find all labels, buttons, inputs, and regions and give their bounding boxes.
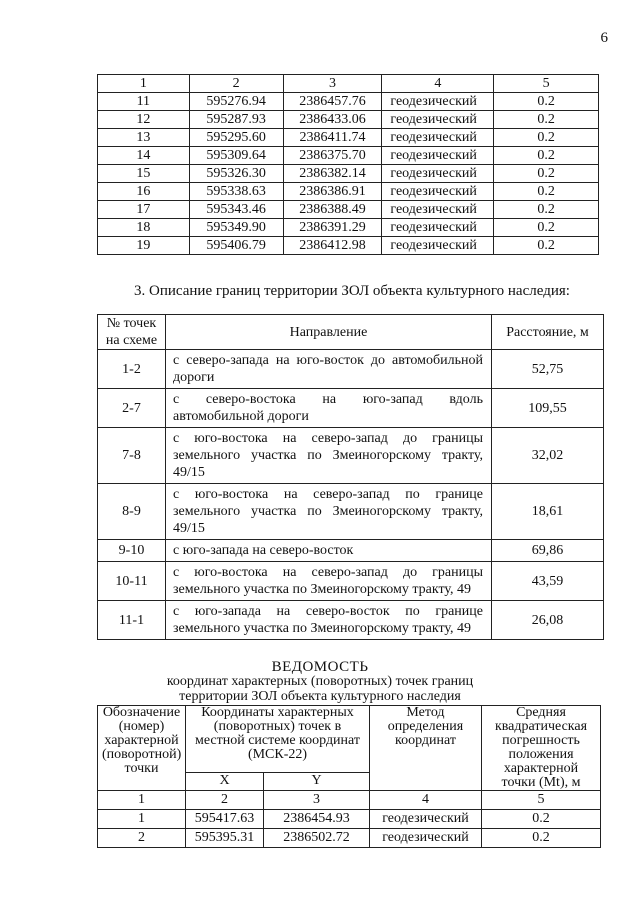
table-cell: 18: [98, 219, 190, 237]
table-row: [98, 237, 599, 255]
table-cell: геодезический: [382, 201, 494, 219]
table-cell: 12: [98, 111, 190, 129]
table-cell: геодезический: [382, 165, 494, 183]
x-header: X: [186, 772, 264, 790]
table-body: [98, 350, 604, 640]
table-cell: 0.2: [494, 147, 599, 165]
distance-header: Расстояние, м: [492, 315, 604, 350]
table-cell: 0.2: [494, 183, 599, 201]
table-cell: 17: [98, 201, 190, 219]
table-cell: 595349.90: [189, 219, 283, 237]
table-header-row: [98, 75, 599, 93]
table-row: [98, 810, 601, 829]
table-row: [98, 183, 599, 201]
table-cell: 595338.63: [189, 183, 283, 201]
table-cell: 15: [98, 165, 190, 183]
numbering-cell: 4: [370, 791, 482, 810]
header-cell: 1: [98, 75, 190, 93]
table-cell: 0.2: [494, 111, 599, 129]
table-cell: 595276.94: [189, 93, 283, 111]
table-cell: 0.2: [494, 201, 599, 219]
table-cell: 595395.31: [186, 829, 264, 848]
table-cell: 0.2: [494, 237, 599, 255]
numbering-cell: 3: [264, 791, 370, 810]
table-cell: 2386433.06: [283, 111, 382, 129]
table-cell: 595406.79: [189, 237, 283, 255]
y-header: Y: [264, 772, 370, 790]
coordinates-table-continued: [97, 74, 599, 255]
table-cell: 2386391.29: [283, 219, 382, 237]
table-row: [98, 350, 604, 389]
coordinates-statement-table: [97, 705, 601, 848]
distance-cell: 52,75: [492, 350, 604, 389]
table-cell: 11: [98, 93, 190, 111]
direction-cell: с юго-востока на северо-запад по границе земельного участка по Змеиногорскому тракту, 49/15: [166, 484, 492, 540]
header-cell: 5: [494, 75, 599, 93]
table-cell: 0.2: [494, 165, 599, 183]
table-cell: 595287.93: [189, 111, 283, 129]
table-row: [98, 829, 601, 848]
points-cell: 8-9: [98, 484, 166, 540]
distance-cell: 69,86: [492, 540, 604, 562]
table-row: [98, 540, 604, 562]
table-body: [98, 93, 599, 255]
table-cell: 16: [98, 183, 190, 201]
points-cell: 10-11: [98, 562, 166, 601]
table-cell: 2386386.91: [283, 183, 382, 201]
point-designation-header: Обозначение (номер) характерной (поворотной) точки: [98, 706, 186, 791]
table-cell: геодезический: [370, 829, 482, 848]
table-cell: геодезический: [382, 183, 494, 201]
error-header: Средняя квадратическая погрешность положения характерной точки (Mt), м: [482, 706, 601, 791]
boundary-description-table: [97, 314, 604, 640]
table-cell: геодезический: [382, 237, 494, 255]
table-cell: 0.2: [494, 93, 599, 111]
distance-cell: 32,02: [492, 428, 604, 484]
points-header: № точек на схеме: [98, 315, 166, 350]
numbering-cell: 5: [482, 791, 601, 810]
distance-cell: 109,55: [492, 389, 604, 428]
table-row: [98, 484, 604, 540]
direction-cell: с юго-востока на северо-запад до границы земельного участка по Змеиногорскому тракту, 49/15: [166, 428, 492, 484]
table-cell: 595295.60: [189, 129, 283, 147]
table-cell: 2386454.93: [264, 810, 370, 829]
table-cell: 2386412.98: [283, 237, 382, 255]
table-cell: 1: [98, 810, 186, 829]
table-header-row: [98, 706, 601, 773]
table-cell: 595326.30: [189, 165, 283, 183]
table-row: [98, 129, 599, 147]
table-row: [98, 428, 604, 484]
table-cell: геодезический: [370, 810, 482, 829]
table-cell: 2386457.76: [283, 93, 382, 111]
table-cell: 0.2: [494, 129, 599, 147]
table-row: [98, 201, 599, 219]
points-cell: 9-10: [98, 540, 166, 562]
table-body: [98, 810, 601, 848]
distance-cell: 43,59: [492, 562, 604, 601]
direction-cell: с юго-востока на северо-запад до границы земельного участка по Змеиногорскому тракту, 49: [166, 562, 492, 601]
table-cell: 2386382.14: [283, 165, 382, 183]
table-cell: 595309.64: [189, 147, 283, 165]
direction-cell: с юго-запада на северо-восток по границе земельного участка по Змеиногорскому тракту, 49: [166, 601, 492, 640]
table-row: [98, 93, 599, 111]
table-cell: 2: [98, 829, 186, 848]
table-cell: геодезический: [382, 219, 494, 237]
table-cell: 0.2: [482, 810, 601, 829]
header-cell: 3: [283, 75, 382, 93]
table-row: [98, 165, 599, 183]
points-cell: 7-8: [98, 428, 166, 484]
table-cell: геодезический: [382, 111, 494, 129]
points-cell: 2-7: [98, 389, 166, 428]
table-header-row: [98, 315, 604, 350]
section-heading: 3. Описание границ территории ЗОЛ объекта культурного наследия:: [134, 283, 570, 299]
table-cell: 2386411.74: [283, 129, 382, 147]
header-cell: 4: [382, 75, 494, 93]
page-number: 6: [600, 30, 608, 46]
method-header: Метод определения координат: [370, 706, 482, 791]
table-cell: 0.2: [482, 829, 601, 848]
table-cell: геодезический: [382, 93, 494, 111]
points-cell: 1-2: [98, 350, 166, 389]
table-cell: геодезический: [382, 129, 494, 147]
table-row: [98, 601, 604, 640]
table-cell: 14: [98, 147, 190, 165]
table-cell: 13: [98, 129, 190, 147]
table-cell: 2386502.72: [264, 829, 370, 848]
table-row: [98, 147, 599, 165]
direction-cell: с северо-востока на юго-запад вдоль автомобильной дороги: [166, 389, 492, 428]
distance-cell: 18,61: [492, 484, 604, 540]
table-cell: 595343.46: [189, 201, 283, 219]
table-row: [98, 219, 599, 237]
coordinates-header: Координаты характерных (поворотных) точек в местной системе координат (МСК-22): [186, 706, 370, 773]
direction-cell: с юго-запада на северо-восток: [166, 540, 492, 562]
table-row: [98, 389, 604, 428]
table-cell: геодезический: [382, 147, 494, 165]
table-row: [98, 562, 604, 601]
statement-subtitle: территории ЗОЛ объекта культурного наследия: [179, 689, 461, 704]
numbering-cell: 1: [98, 791, 186, 810]
table-cell: 0.2: [494, 219, 599, 237]
direction-cell: с северо-запада на юго-восток до автомобильной дороги: [166, 350, 492, 389]
table-cell: 19: [98, 237, 190, 255]
table-cell: 2386375.70: [283, 147, 382, 165]
numbering-cell: 2: [186, 791, 264, 810]
header-cell: 2: [189, 75, 283, 93]
table-cell: 2386388.49: [283, 201, 382, 219]
distance-cell: 26,08: [492, 601, 604, 640]
statement-subtitle: координат характерных (поворотных) точек границ: [166, 674, 474, 689]
table-numbering-row: [98, 791, 601, 810]
statement-title: ВЕДОМОСТЬ: [271, 659, 369, 675]
table-cell: 595417.63: [186, 810, 264, 829]
direction-header: Направление: [166, 315, 492, 350]
points-cell: 11-1: [98, 601, 166, 640]
table-row: [98, 111, 599, 129]
